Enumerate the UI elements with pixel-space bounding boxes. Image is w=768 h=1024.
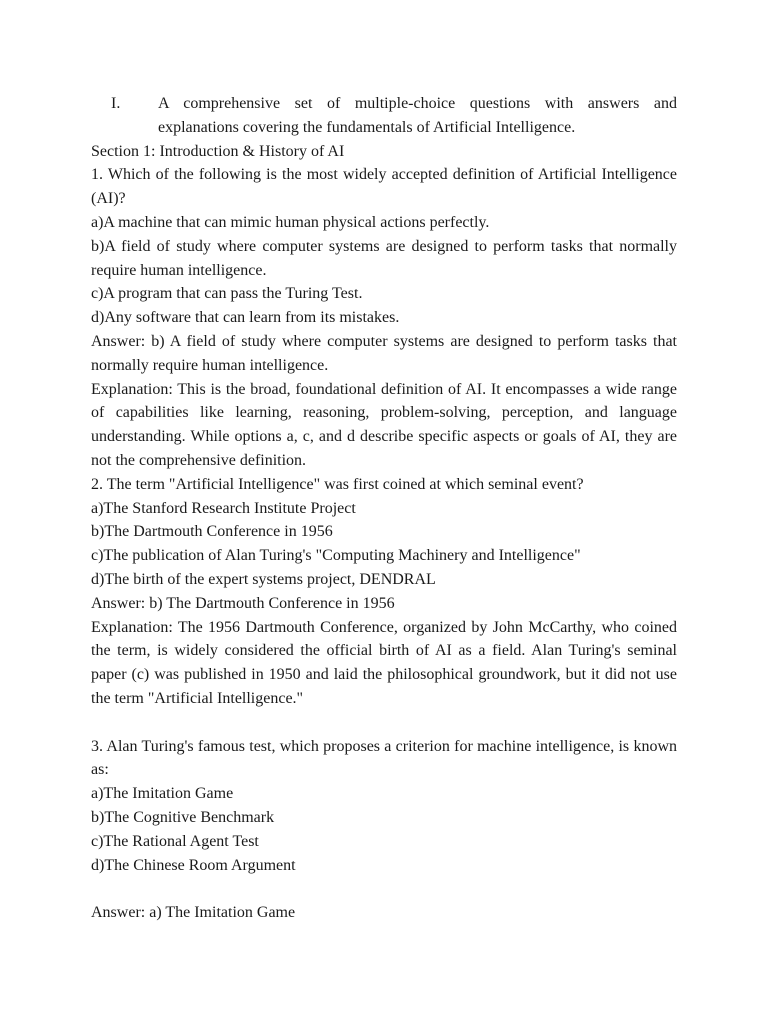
q2-option-b: b)The Dartmouth Conference in 1956 [91, 523, 333, 541]
q2-option-d: d)The birth of the expert systems project, DENDRAL [91, 570, 436, 588]
q2-option-c: c)The publication of Alan Turing's "Computing Machinery and Intelligence" [91, 547, 581, 565]
blank-line [91, 711, 677, 735]
q3-option-a: a)The Imitation Game [91, 785, 234, 803]
q3-option-b: b)The Cognitive Benchmark [91, 808, 275, 826]
section-title: Section 1: Introduction & History of AI [91, 142, 345, 160]
q3-answer: Answer: a) The Imitation Game [91, 904, 296, 922]
q2-explanation: Explanation: The 1956 Dartmouth Conference, organized by John McCarthy, who coined the term, is widely considered the official birth of AI as a field. Alan Turing's seminal paper (c) was published in 1950 and laid the philosophical groundwork, but it did not use the term "Artificial Intelligence." [91, 618, 677, 707]
q3-option-c: c)The Rational Agent Test [91, 832, 259, 850]
question-1: 1. Which of the following is the most widely accepted definition of Artificial Intelligence (AI)? [91, 166, 677, 208]
q1-explanation: Explanation: This is the broad, foundational definition of AI. It encompasses a wide range of capabilities like learning, reasoning, problem-solving, perception, and language understanding. While options a, c, and d describe specific aspects or goals of AI, they are not the comprehensive definition. [91, 380, 677, 469]
q2-answer: Answer: b) The Dartmouth Conference in 1956 [91, 594, 395, 612]
q1-option-c: c)A program that can pass the Turing Test. [91, 285, 363, 303]
question-3: 3. Alan Turing's famous test, which proposes a criterion for machine intelligence, is known as: [91, 737, 677, 779]
q3-option-d: d)The Chinese Room Argument [91, 856, 296, 874]
document-page [91, 92, 677, 925]
list-number: I. [111, 95, 121, 112]
q2-option-a: a)The Stanford Research Institute Project [91, 499, 356, 517]
q1-answer: Answer: b) A field of study where computer systems are designed to perform tasks that normally require human intelligence. [91, 332, 677, 374]
heading-text: A comprehensive set of multiple-choice questions with answers and explanations covering the fundamentals of Artificial Intelligence. [158, 95, 677, 136]
q1-option-a: a)A machine that can mimic human physical actions perfectly. [91, 213, 490, 231]
q1-option-b: b)A field of study where computer systems are designed to perform tasks that normally require human intelligence. [91, 237, 677, 279]
blank-line [91, 877, 677, 901]
q1-option-d: d)Any software that can learn from its mistakes. [91, 309, 400, 327]
list-heading [91, 92, 677, 140]
question-2: 2. The term "Artificial Intelligence" was first coined at which seminal event? [91, 475, 584, 493]
